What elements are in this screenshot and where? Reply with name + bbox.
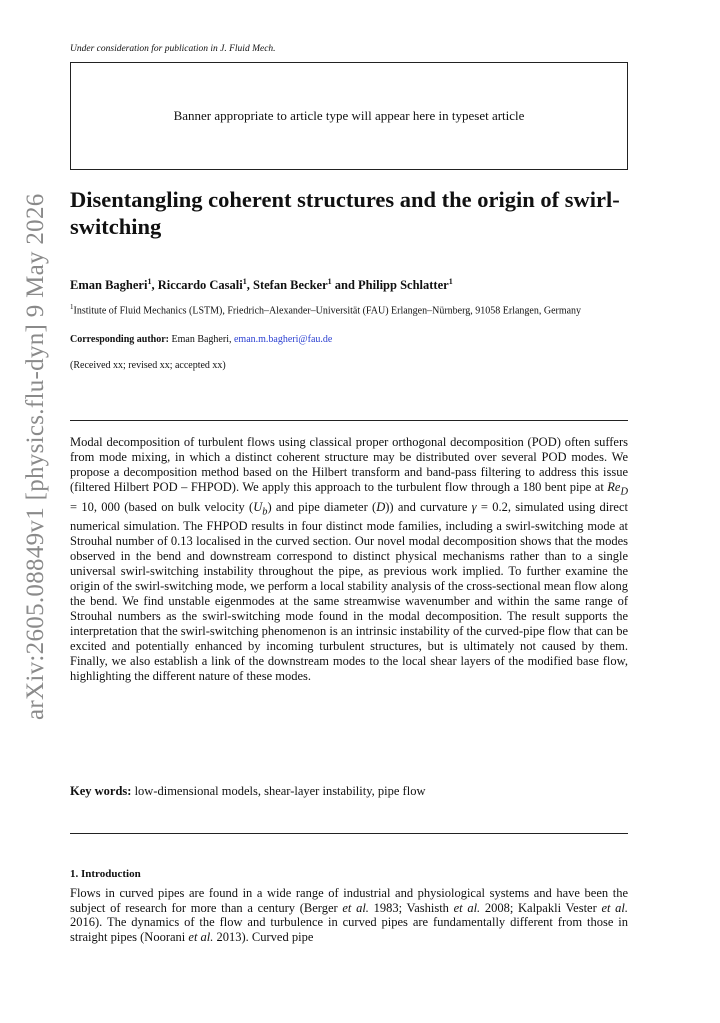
curvature-symbol: γ <box>471 499 477 514</box>
author-affil-mark: 1 <box>327 277 332 286</box>
author-affil-mark: 1 <box>147 277 152 286</box>
banner-placeholder <box>70 62 628 170</box>
paper-title: Disentangling coherent structures and the origin of swirl-switching <box>70 187 620 239</box>
author-name: Stefan Becker <box>253 278 328 293</box>
author-name: Philipp Schlatter <box>358 278 449 293</box>
citation-etal: et al. <box>188 929 214 944</box>
intro-text: 2008; Kalpakli Vester <box>480 900 602 915</box>
citation-etal: et al. <box>453 900 481 915</box>
intro-text: 2016). The dynamics of the flow and turbulence in curved pipes are fundamentally different from those in straight pipes (Noorani <box>70 915 628 944</box>
author-affil-mark: 1 <box>242 277 247 286</box>
intro-text: 1983; Vashisth <box>368 900 454 915</box>
abstract-text: Modal decomposition of turbulent flows using classical proper orthogonal decomposition (POD) often suffers from mode mixing, in which a distinct coherent structure may be distributed over several POD modes. We propose a decomposition method based on the Hilbert transform and band-pass filtering to address this issue (filtered Hilbert POD – FHPOD). We apply this approach to the turbulent flow through a 180 bent pipe at <box>70 435 628 494</box>
corresponding-email-link[interactable]: eman.m.bagheri@fau.de <box>233 334 333 345</box>
author-conjunction: and <box>331 278 359 293</box>
affiliation <box>70 301 630 318</box>
abstract <box>70 435 628 684</box>
intro-paragraph <box>70 886 628 944</box>
affiliation-text: Institute of Fluid Mechanics (LSTM), Friedrich–Alexander–Universität (FAU) Erlangen–Nürnberg, 91058 Erlangen, Germany <box>73 305 582 317</box>
banner-text: Banner appropriate to article type will appear here in typeset article <box>173 108 525 123</box>
abstract-text: = 0.2, simulated using direct numerical simulation. The FHPOD results in four distinct mode families, including a swirl-switching mode at Strouhal number of 0.13 localised in the curved section. Our novel modal decomposition shows that the modes observed in the bend and downstream correspond to distinct physical mechanisms rather than to a single universal swirl-switching instability throughout the pipe, as previous work implied. To further examine the origin of the swirl-switching mode, we perform a local stability analysis of the cross-sectional mean flow along the bend. We find unstable eigenmodes at the same streamwise wavenumber and within the same range of Strouhal numbers as the swirl-switching mode found in the modal decomposition. The result supports the interpretation that the swirl-switching phenomenon is an intrinsic instability of the curved-pipe flow that can be excited and potentially enhanced by incoming turbulent structures, but is ultimately not caused by them. Finally, we also establish a link of the downstream modes to the local shear layers of the modified base flow, highlighting the different nature of these modes. <box>70 499 628 683</box>
corresponding-name: Eman Bagheri, <box>171 334 234 345</box>
received-dates: (Received xx; revised xx; accepted xx) <box>70 360 226 371</box>
velocity-symbol: U <box>253 499 263 514</box>
corresponding-label: Corresponding author: <box>70 334 169 345</box>
keywords-label: Key words: <box>70 784 132 798</box>
arxiv-side-identifier: arXiv:2605.08849v1 [physics.flu-dyn] 9 May 2026 <box>22 193 49 720</box>
author-list <box>70 277 630 293</box>
abstract-text: )) and curvature <box>385 499 472 514</box>
author-affil-mark: 1 <box>448 277 453 286</box>
affiliation-number: 1 <box>70 303 74 311</box>
author-name: Riccardo Casali <box>157 278 243 293</box>
corresponding-author <box>70 334 630 345</box>
diameter-symbol: D <box>376 499 386 514</box>
keywords-text: low-dimensional models, shear-layer instability, pipe flow <box>131 784 426 798</box>
intro-text: 2013). Curved pipe <box>213 929 314 944</box>
author-separator: , <box>151 278 158 293</box>
abstract-bottom-rule <box>70 833 628 834</box>
section-heading: 1. Introduction <box>70 868 141 880</box>
journal-note: Under consideration for publication in J. Fluid Mech. <box>70 44 276 54</box>
abstract-top-rule <box>70 420 628 421</box>
author-name: Eman Bagheri <box>70 278 148 293</box>
velocity-subscript: b <box>262 506 268 517</box>
reynolds-subscript: D <box>620 486 628 498</box>
intro-text: Flows in curved pipes are found in a wide range of industrial and physiological systems and have been the subject of research for more than a century (Berger <box>70 886 628 915</box>
abstract-text: = 10, 000 (based on bulk velocity ( <box>70 499 254 514</box>
citation-etal: et al. <box>342 900 369 915</box>
author-separator: , <box>246 278 253 293</box>
reynolds-symbol: Re <box>607 480 621 494</box>
keywords <box>70 784 628 799</box>
abstract-text: ) and pipe diameter ( <box>267 499 377 514</box>
citation-etal: et al. <box>601 900 628 915</box>
